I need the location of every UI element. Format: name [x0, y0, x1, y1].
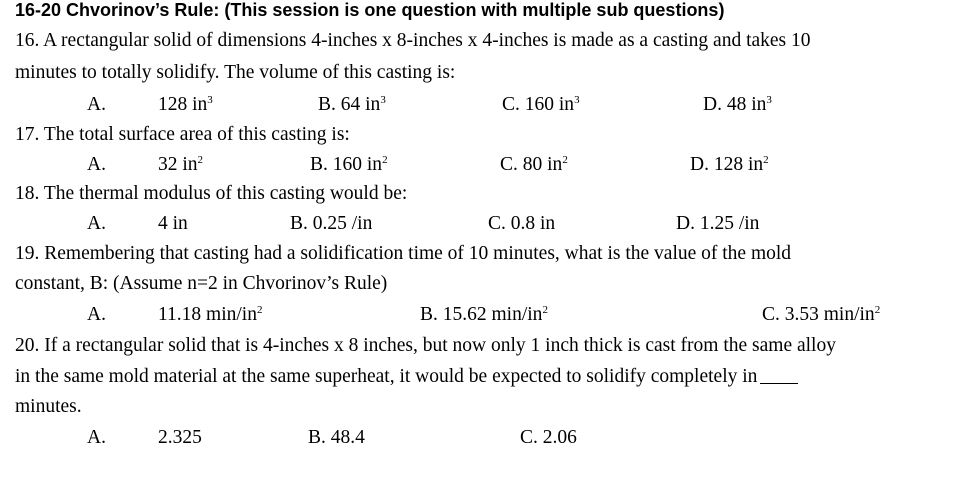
q17-option-d: D. 128 $in^2$ — [690, 154, 769, 175]
question-20-line-3: minutes. — [15, 396, 82, 417]
q16-option-a-letter: A. — [87, 94, 106, 115]
q16-option-d: D. 48 $in^3$ — [703, 94, 772, 115]
q18-option-a: 4 in — [158, 213, 188, 234]
q19-option-a: 11.18 $\min/in^2$ — [158, 304, 263, 325]
q18-option-c: C. 0.8 in — [488, 213, 556, 234]
q18-option-b: B. 0.25 /in — [290, 213, 373, 234]
q17-option-a: 32 $in^2$ — [158, 154, 204, 175]
question-20-line-1: 20. If a rectangular solid that is 4-inches x 8 inches, but now only 1 inch thick is cast from the same alloy — [15, 335, 836, 356]
q20-option-c: C. 2.06 — [520, 427, 577, 448]
question-20-line-2: in the same mold material at the same superheat, it would be expected to solidify completely in — [15, 366, 798, 388]
q17-option-b: B. 160 $in^2$ — [310, 154, 388, 175]
q19-option-a-letter: A. — [87, 304, 106, 325]
q17-option-a-letter: A. — [87, 154, 106, 175]
answer-blank — [760, 382, 798, 384]
q17-option-c: C. 80 $in^2$ — [500, 154, 568, 175]
question-18-line-1: 18. The thermal modulus of this casting would be: — [15, 183, 408, 204]
q20-option-b: B. 48.4 — [308, 427, 365, 448]
q18-option-a-letter: A. — [87, 213, 106, 234]
question-16-line-2: minutes to totally solidify. The volume of this casting is: — [15, 62, 456, 83]
question-17-line-1: 17. The total surface area of this casting is: — [15, 124, 350, 145]
question-19-line-1: 19. Remembering that casting had a solidification time of 10 minutes, what is the value of the mold — [15, 243, 792, 264]
q16-option-a: 128 $in^3$ — [158, 94, 213, 115]
q19-option-c: C. 3.53 $\min/in^2$ — [762, 304, 881, 325]
q20-option-a: 2.325 — [158, 427, 202, 448]
q19-option-b: B. 15.62 $\min/in^2$ — [420, 304, 548, 325]
question-19-line-2: constant, B: (Assume n=2 in Chvorinov’s Rule) — [15, 273, 388, 294]
section-heading: 16-20 Chvorinov’s Rule: (This session is one question with multiple sub questions) — [15, 0, 725, 20]
q16-option-b: B. 64 $in^3$ — [318, 94, 386, 115]
question-16-line-1: 16. A rectangular solid of dimensions 4-inches x 8-inches x 4-inches is made as a casting and takes 10 — [15, 30, 811, 51]
q16-option-c: C. 160 $in^3$ — [502, 94, 580, 115]
q18-option-d: D. 1.25 /in — [676, 213, 760, 234]
q20-option-a-letter: A. — [87, 427, 106, 448]
